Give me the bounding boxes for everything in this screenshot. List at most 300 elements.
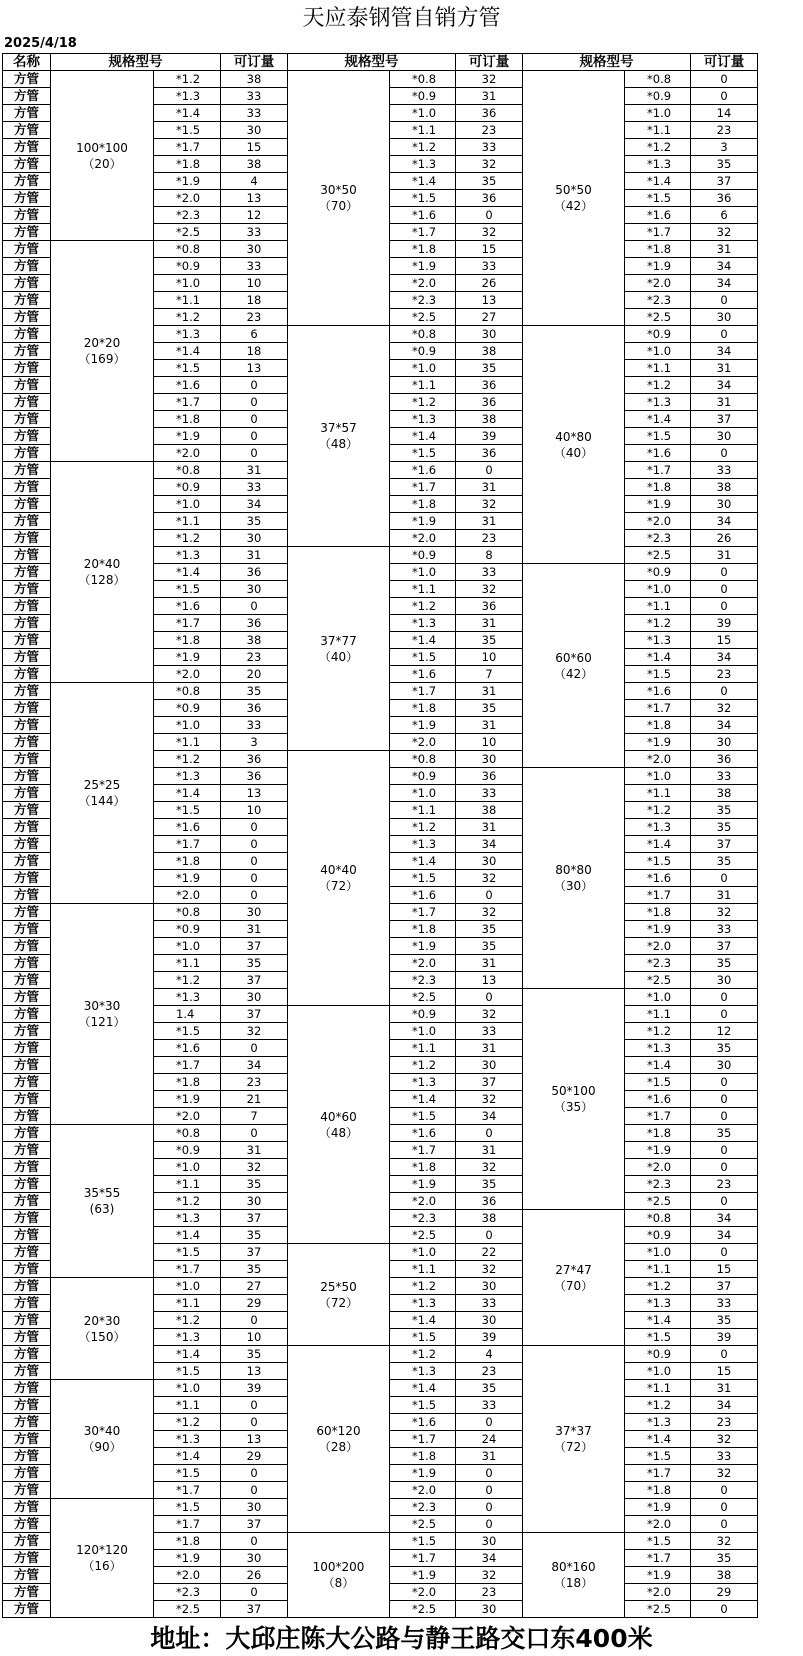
- product-name-cell: 方管: [3, 1584, 51, 1601]
- spec-cell: *2.5: [154, 224, 221, 241]
- spec-cell: *1.3: [625, 1295, 691, 1312]
- qty-cell: 37: [221, 1516, 288, 1533]
- spec-cell: *1.4: [390, 632, 456, 649]
- qty-cell: 38: [456, 343, 523, 360]
- spec-cell: *1.7: [154, 1261, 221, 1278]
- product-name-cell: 方管: [3, 173, 51, 190]
- qty-cell: 0: [691, 1159, 758, 1176]
- qty-cell: 36: [221, 751, 288, 768]
- spec-cell: *1.7: [154, 836, 221, 853]
- spec-cell: *1.1: [154, 513, 221, 530]
- qty-cell: 38: [456, 1210, 523, 1227]
- product-name-cell: 方管: [3, 309, 51, 326]
- spec-cell: *0.9: [625, 326, 691, 343]
- product-name-cell: 方管: [3, 530, 51, 547]
- qty-cell: 31: [691, 241, 758, 258]
- product-name-cell: 方管: [3, 1227, 51, 1244]
- qty-cell: 32: [691, 1533, 758, 1550]
- spec-cell: *1.6: [625, 207, 691, 224]
- qty-cell: 26: [456, 275, 523, 292]
- qty-cell: 30: [691, 309, 758, 326]
- qty-cell: 37: [691, 1278, 758, 1295]
- spec-cell: *1.5: [154, 1363, 221, 1380]
- qty-cell: 31: [456, 955, 523, 972]
- qty-cell: 34: [691, 377, 758, 394]
- qty-cell: 0: [691, 989, 758, 1006]
- spec-cell: *1.1: [390, 581, 456, 598]
- qty-cell: 32: [456, 1159, 523, 1176]
- spec-cell: *2.3: [625, 955, 691, 972]
- product-name-cell: 方管: [3, 836, 51, 853]
- spec-cell: *0.9: [154, 700, 221, 717]
- qty-cell: 23: [221, 1074, 288, 1091]
- spec-cell: *0.8: [154, 1125, 221, 1142]
- qty-cell: 39: [691, 1329, 758, 1346]
- spec-cell: *1.4: [625, 649, 691, 666]
- spec-cell: *1.8: [154, 156, 221, 173]
- qty-cell: 34: [691, 717, 758, 734]
- size-group-cell: 80*80 （30）: [523, 768, 625, 989]
- header-spec: 规格型号: [523, 54, 691, 71]
- product-name-cell: 方管: [3, 734, 51, 751]
- spec-cell: *1.5: [154, 360, 221, 377]
- qty-cell: 10: [456, 734, 523, 751]
- qty-cell: 37: [221, 1210, 288, 1227]
- spec-cell: *1.1: [625, 1261, 691, 1278]
- qty-cell: 30: [221, 1550, 288, 1567]
- spec-cell: *2.3: [625, 1176, 691, 1193]
- spec-cell: *1.6: [390, 462, 456, 479]
- spec-cell: *2.0: [390, 955, 456, 972]
- product-name-cell: 方管: [3, 887, 51, 904]
- size-group-cell: 50*50 （42）: [523, 71, 625, 326]
- spec-cell: *1.8: [154, 1533, 221, 1550]
- spec-cell: *0.8: [154, 241, 221, 258]
- spec-cell: *1.0: [390, 1244, 456, 1261]
- qty-cell: 38: [221, 632, 288, 649]
- spec-cell: *1.1: [154, 292, 221, 309]
- qty-cell: 0: [456, 989, 523, 1006]
- spec-cell: *1.4: [625, 1312, 691, 1329]
- qty-cell: 0: [456, 1125, 523, 1142]
- product-name-cell: 方管: [3, 972, 51, 989]
- qty-cell: 0: [221, 1533, 288, 1550]
- spec-cell: *1.1: [390, 802, 456, 819]
- qty-cell: 36: [456, 190, 523, 207]
- spec-cell: *2.5: [390, 1227, 456, 1244]
- qty-cell: 35: [456, 921, 523, 938]
- qty-cell: 13: [456, 292, 523, 309]
- spec-cell: *1.5: [625, 1448, 691, 1465]
- qty-cell: 7: [221, 1108, 288, 1125]
- spec-cell: *1.0: [390, 105, 456, 122]
- spec-cell: *1.8: [390, 921, 456, 938]
- qty-cell: 37: [691, 938, 758, 955]
- spec-cell: *1.6: [390, 1125, 456, 1142]
- qty-cell: 33: [691, 1295, 758, 1312]
- spec-cell: *0.9: [625, 1346, 691, 1363]
- spec-cell: *1.3: [390, 836, 456, 853]
- spec-cell: *1.5: [154, 122, 221, 139]
- spec-cell: *1.5: [390, 1533, 456, 1550]
- spec-cell: *1.7: [390, 1142, 456, 1159]
- product-name-cell: 方管: [3, 1006, 51, 1023]
- qty-cell: 33: [456, 564, 523, 581]
- qty-cell: 36: [221, 768, 288, 785]
- spec-cell: *2.3: [154, 1584, 221, 1601]
- qty-cell: 35: [456, 1176, 523, 1193]
- product-name-cell: 方管: [3, 445, 51, 462]
- qty-cell: 30: [221, 122, 288, 139]
- spec-cell: *1.7: [390, 904, 456, 921]
- qty-cell: 33: [221, 479, 288, 496]
- header-spec: 规格型号: [288, 54, 456, 71]
- product-name-cell: 方管: [3, 1533, 51, 1550]
- spec-cell: *1.1: [625, 1380, 691, 1397]
- product-name-cell: 方管: [3, 1108, 51, 1125]
- qty-cell: 32: [456, 1006, 523, 1023]
- spec-cell: *1.3: [625, 1414, 691, 1431]
- spec-cell: *1.0: [625, 1244, 691, 1261]
- qty-cell: 15: [691, 1261, 758, 1278]
- qty-cell: 0: [221, 853, 288, 870]
- spec-cell: *1.6: [625, 1091, 691, 1108]
- product-name-cell: 方管: [3, 717, 51, 734]
- qty-cell: 0: [221, 377, 288, 394]
- qty-cell: 30: [221, 989, 288, 1006]
- spec-cell: *1.1: [625, 598, 691, 615]
- spec-cell: *1.9: [390, 938, 456, 955]
- spec-cell: *1.9: [390, 717, 456, 734]
- spec-cell: *1.8: [625, 1482, 691, 1499]
- spec-cell: *1.5: [154, 1499, 221, 1516]
- product-name-cell: 方管: [3, 683, 51, 700]
- size-group-cell: 30*40 （90）: [51, 1380, 154, 1499]
- qty-cell: 29: [691, 1584, 758, 1601]
- qty-cell: 23: [221, 649, 288, 666]
- qty-cell: 0: [691, 71, 758, 88]
- spec-cell: *1.3: [390, 1363, 456, 1380]
- qty-cell: 21: [221, 1091, 288, 1108]
- spec-cell: *2.0: [625, 513, 691, 530]
- spec-cell: *1.0: [154, 717, 221, 734]
- qty-cell: 30: [691, 496, 758, 513]
- spec-cell: *1.4: [625, 411, 691, 428]
- product-name-cell: 方管: [3, 224, 51, 241]
- qty-cell: 29: [221, 1448, 288, 1465]
- spec-cell: *0.8: [154, 462, 221, 479]
- header-qty: 可订量: [691, 54, 758, 71]
- product-name-cell: 方管: [3, 1210, 51, 1227]
- spec-cell: *2.0: [390, 530, 456, 547]
- qty-cell: 23: [221, 309, 288, 326]
- product-name-cell: 方管: [3, 989, 51, 1006]
- spec-cell: *2.5: [154, 1601, 221, 1618]
- spec-cell: *0.9: [390, 343, 456, 360]
- product-name-cell: 方管: [3, 1516, 51, 1533]
- qty-cell: 0: [221, 1040, 288, 1057]
- qty-cell: 33: [456, 1023, 523, 1040]
- qty-cell: 30: [456, 1312, 523, 1329]
- qty-cell: 33: [456, 139, 523, 156]
- product-name-cell: 方管: [3, 1159, 51, 1176]
- spec-cell: *1.5: [154, 1023, 221, 1040]
- qty-cell: 30: [456, 1533, 523, 1550]
- qty-cell: 13: [221, 190, 288, 207]
- spec-cell: *1.3: [625, 1040, 691, 1057]
- spec-cell: *1.0: [154, 275, 221, 292]
- product-name-cell: 方管: [3, 938, 51, 955]
- spec-cell: *0.9: [390, 768, 456, 785]
- spec-cell: *2.0: [390, 1482, 456, 1499]
- qty-cell: 31: [691, 547, 758, 564]
- product-name-cell: 方管: [3, 1312, 51, 1329]
- spec-cell: *1.4: [390, 1091, 456, 1108]
- qty-cell: 12: [221, 207, 288, 224]
- qty-cell: 23: [456, 122, 523, 139]
- spec-cell: *1.6: [625, 870, 691, 887]
- qty-cell: 13: [221, 1431, 288, 1448]
- qty-cell: 0: [221, 1482, 288, 1499]
- qty-cell: 0: [456, 462, 523, 479]
- spec-cell: *1.2: [625, 377, 691, 394]
- spec-cell: *1.5: [390, 870, 456, 887]
- spec-cell: *1.8: [154, 853, 221, 870]
- qty-cell: 30: [456, 1278, 523, 1295]
- qty-cell: 34: [691, 1227, 758, 1244]
- header-row: [3, 54, 758, 71]
- spec-cell: *1.6: [390, 887, 456, 904]
- spec-cell: *1.2: [625, 1278, 691, 1295]
- product-name-cell: 方管: [3, 1414, 51, 1431]
- product-name-cell: 方管: [3, 1499, 51, 1516]
- spec-cell: *1.4: [154, 1227, 221, 1244]
- spec-cell: *2.0: [154, 666, 221, 683]
- spec-cell: *1.3: [390, 411, 456, 428]
- header-name: 名称: [3, 54, 51, 71]
- size-group-cell: 35*55 (63): [51, 1125, 154, 1278]
- qty-cell: 0: [221, 445, 288, 462]
- spec-cell: *1.3: [154, 1329, 221, 1346]
- size-group-cell: 25*25 （144）: [51, 683, 154, 904]
- spec-cell: *1.7: [625, 224, 691, 241]
- product-name-cell: 方管: [3, 1397, 51, 1414]
- spec-cell: *1.8: [625, 479, 691, 496]
- qty-cell: 33: [691, 768, 758, 785]
- spec-cell: *1.0: [390, 785, 456, 802]
- spec-cell: *1.2: [154, 1414, 221, 1431]
- product-name-cell: 方管: [3, 1346, 51, 1363]
- qty-cell: 0: [221, 1312, 288, 1329]
- product-name-cell: 方管: [3, 462, 51, 479]
- spec-cell: *0.8: [390, 751, 456, 768]
- size-group-cell: 20*40 （128）: [51, 462, 154, 683]
- qty-cell: 35: [691, 156, 758, 173]
- product-name-cell: 方管: [3, 598, 51, 615]
- spec-cell: *1.1: [154, 1295, 221, 1312]
- spec-cell: *1.5: [625, 1329, 691, 1346]
- spec-cell: *1.9: [625, 1499, 691, 1516]
- qty-cell: 32: [691, 904, 758, 921]
- spec-cell: *1.1: [390, 122, 456, 139]
- size-group-cell: 40*80 （40）: [523, 326, 625, 564]
- spec-cell: *1.2: [154, 972, 221, 989]
- product-name-cell: 方管: [3, 1193, 51, 1210]
- spec-cell: *0.9: [625, 564, 691, 581]
- spec-cell: *1.4: [390, 853, 456, 870]
- spec-cell: *1.5: [625, 190, 691, 207]
- spec-cell: *1.3: [154, 989, 221, 1006]
- product-name-cell: 方管: [3, 156, 51, 173]
- qty-cell: 35: [691, 1550, 758, 1567]
- qty-cell: 0: [221, 836, 288, 853]
- spec-cell: *1.2: [390, 139, 456, 156]
- qty-cell: 36: [691, 190, 758, 207]
- product-name-cell: 方管: [3, 564, 51, 581]
- spec-cell: *1.0: [625, 105, 691, 122]
- product-name-cell: 方管: [3, 1465, 51, 1482]
- product-name-cell: 方管: [3, 581, 51, 598]
- spec-cell: *1.7: [154, 139, 221, 156]
- spec-cell: *0.9: [154, 479, 221, 496]
- spec-cell: *1.4: [154, 1346, 221, 1363]
- inventory-table: [2, 53, 758, 1618]
- spec-cell: *2.0: [154, 1108, 221, 1125]
- qty-cell: 23: [691, 666, 758, 683]
- size-group-cell: 37*57 （48）: [288, 326, 390, 547]
- spec-cell: *2.0: [390, 1193, 456, 1210]
- qty-cell: 31: [221, 547, 288, 564]
- qty-cell: 39: [691, 615, 758, 632]
- qty-cell: 38: [221, 156, 288, 173]
- qty-cell: 33: [221, 105, 288, 122]
- qty-cell: 14: [691, 105, 758, 122]
- spec-cell: *1.9: [154, 428, 221, 445]
- qty-cell: 0: [691, 1142, 758, 1159]
- spec-cell: *1.9: [625, 258, 691, 275]
- spec-cell: *1.5: [154, 1244, 221, 1261]
- qty-cell: 8: [456, 547, 523, 564]
- spec-cell: *2.5: [390, 989, 456, 1006]
- product-name-cell: 方管: [3, 1040, 51, 1057]
- qty-cell: 0: [221, 870, 288, 887]
- product-name-cell: 方管: [3, 258, 51, 275]
- product-name-cell: 方管: [3, 1091, 51, 1108]
- header-spec: 规格型号: [51, 54, 221, 71]
- qty-cell: 35: [691, 1040, 758, 1057]
- qty-cell: 18: [221, 343, 288, 360]
- spec-cell: *1.8: [154, 1074, 221, 1091]
- qty-cell: 30: [691, 1057, 758, 1074]
- qty-cell: 34: [456, 836, 523, 853]
- qty-cell: 30: [456, 1601, 523, 1618]
- qty-cell: 30: [221, 241, 288, 258]
- product-name-cell: 方管: [3, 105, 51, 122]
- spec-cell: *1.4: [390, 428, 456, 445]
- spec-cell: *0.9: [625, 88, 691, 105]
- product-name-cell: 方管: [3, 1601, 51, 1618]
- spec-cell: *1.1: [625, 785, 691, 802]
- qty-cell: 4: [221, 173, 288, 190]
- spec-cell: *0.9: [154, 258, 221, 275]
- spec-cell: *1.7: [390, 1431, 456, 1448]
- spec-cell: *0.9: [154, 921, 221, 938]
- spec-cell: *1.5: [390, 1329, 456, 1346]
- spec-cell: *1.2: [625, 139, 691, 156]
- qty-cell: 34: [221, 496, 288, 513]
- qty-cell: 38: [456, 802, 523, 819]
- qty-cell: 35: [221, 1346, 288, 1363]
- size-group-cell: 60*120 （28）: [288, 1346, 390, 1533]
- qty-cell: 34: [456, 1108, 523, 1125]
- qty-cell: 33: [456, 1397, 523, 1414]
- qty-cell: 10: [221, 275, 288, 292]
- qty-cell: 0: [456, 1465, 523, 1482]
- qty-cell: 32: [456, 71, 523, 88]
- spec-cell: *1.5: [625, 1074, 691, 1091]
- spec-cell: *1.2: [390, 598, 456, 615]
- size-group-cell: 100*100 （20）: [51, 71, 154, 241]
- qty-cell: 6: [221, 326, 288, 343]
- size-group-cell: 80*160 （18）: [523, 1533, 625, 1618]
- spec-cell: *2.5: [625, 1601, 691, 1618]
- spec-cell: *1.6: [625, 445, 691, 462]
- spec-cell: *2.0: [625, 1159, 691, 1176]
- spec-cell: *2.0: [390, 734, 456, 751]
- qty-cell: 36: [456, 105, 523, 122]
- spec-cell: *2.0: [154, 887, 221, 904]
- qty-cell: 33: [456, 258, 523, 275]
- qty-cell: 37: [221, 1601, 288, 1618]
- qty-cell: 33: [691, 1448, 758, 1465]
- qty-cell: 22: [456, 1244, 523, 1261]
- product-name-cell: 方管: [3, 1176, 51, 1193]
- qty-cell: 23: [691, 122, 758, 139]
- spec-cell: *2.0: [390, 1584, 456, 1601]
- product-name-cell: 方管: [3, 1431, 51, 1448]
- spec-cell: *1.1: [625, 360, 691, 377]
- product-name-cell: 方管: [3, 1448, 51, 1465]
- qty-cell: 38: [691, 1567, 758, 1584]
- spec-cell: *1.5: [390, 1108, 456, 1125]
- spec-cell: *1.2: [154, 309, 221, 326]
- qty-cell: 36: [456, 1193, 523, 1210]
- qty-cell: 30: [456, 1057, 523, 1074]
- spec-cell: *1.4: [390, 1380, 456, 1397]
- qty-cell: 0: [691, 870, 758, 887]
- qty-cell: 36: [691, 751, 758, 768]
- spec-cell: *1.5: [625, 666, 691, 683]
- spec-cell: *2.5: [625, 1193, 691, 1210]
- spec-cell: *1.2: [625, 615, 691, 632]
- qty-cell: 32: [456, 224, 523, 241]
- qty-cell: 30: [221, 530, 288, 547]
- spec-cell: *1.3: [390, 1295, 456, 1312]
- qty-cell: 32: [691, 700, 758, 717]
- qty-cell: 32: [221, 1159, 288, 1176]
- qty-cell: 0: [221, 598, 288, 615]
- qty-cell: 3: [221, 734, 288, 751]
- qty-cell: 13: [221, 785, 288, 802]
- qty-cell: 0: [691, 1244, 758, 1261]
- qty-cell: 0: [691, 1074, 758, 1091]
- spec-cell: *1.8: [390, 496, 456, 513]
- qty-cell: 29: [221, 1295, 288, 1312]
- spec-cell: *1.9: [390, 1465, 456, 1482]
- spec-cell: *1.2: [625, 1023, 691, 1040]
- spec-cell: *1.9: [154, 649, 221, 666]
- spec-cell: *1.5: [154, 581, 221, 598]
